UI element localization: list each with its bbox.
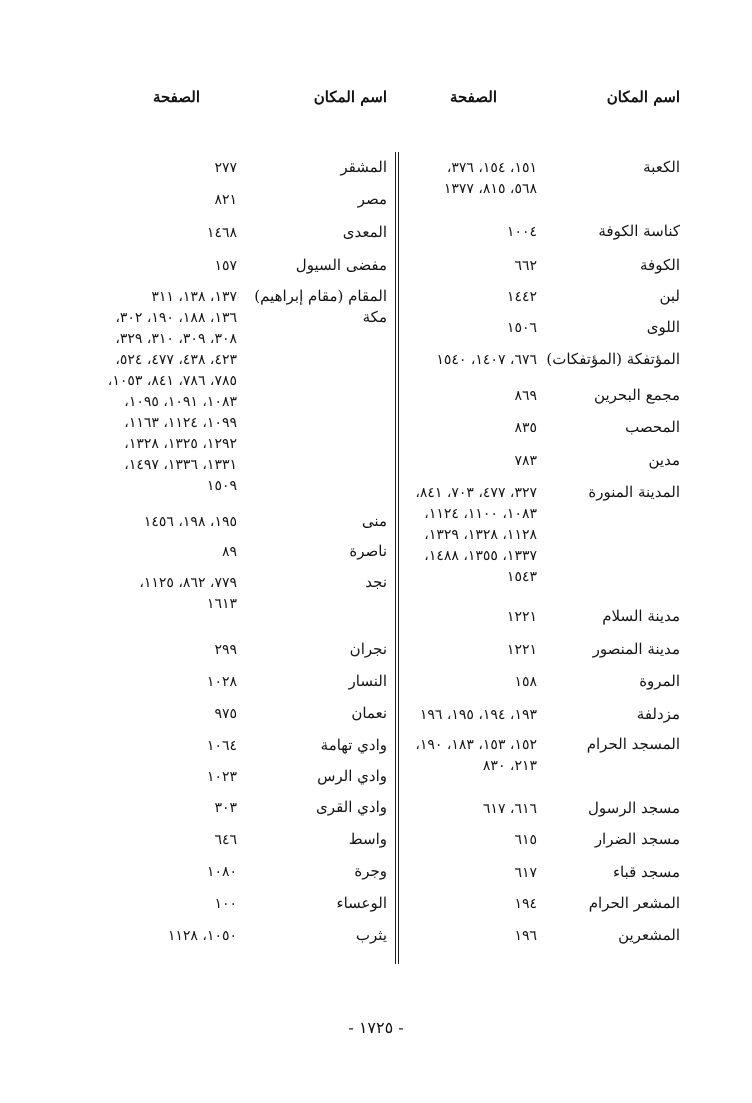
left-entry-page-refs: ٦٤٦ bbox=[214, 832, 237, 848]
left-entry-page-refs: ١٠٠ bbox=[214, 896, 237, 912]
left-entry-place-name: المشقر bbox=[340, 158, 387, 176]
left-entry-place-name: يثرب bbox=[355, 926, 387, 944]
header-right-place-name: اسم المكان bbox=[606, 88, 680, 106]
right-entry-place-name: مدينة المنصور bbox=[592, 640, 680, 658]
right-entry-place-name: مدين bbox=[648, 451, 680, 469]
left-entry-page-refs: ٤٢٣، ٤٣٨، ٤٧٧، ٥٢٤، bbox=[115, 352, 237, 368]
right-entry-page-refs: ١٣٣٧، ١٣٥٥، ١٤٨٨، bbox=[424, 548, 537, 564]
right-entry-place-name: المشعرين bbox=[618, 926, 680, 944]
left-entry-place-name: نجد bbox=[365, 573, 387, 591]
left-entry-page-refs: ٨٩ bbox=[221, 544, 237, 560]
right-entry-page-refs: ٨٣٥ bbox=[514, 420, 537, 436]
left-entry-place-name: وجرة bbox=[354, 862, 387, 880]
right-entry-place-name: مسجد قباء bbox=[612, 863, 680, 881]
right-entry-page-refs: ٦١٧ bbox=[514, 865, 537, 881]
right-entry-page-refs: ٦٦٢ bbox=[514, 258, 537, 274]
left-entry-page-refs: ١٥٠٩ bbox=[206, 478, 237, 494]
left-entry-place-name: نجران bbox=[349, 640, 387, 658]
page-number: - ١٧٢٥ - bbox=[348, 1018, 404, 1037]
left-entry-place-name: الوعساء bbox=[336, 894, 387, 912]
right-entry-page-refs: ٥٦٨، ٨١٥، ١٣٧٧ bbox=[443, 181, 537, 197]
left-entry-page-refs: ١٦١٣ bbox=[206, 596, 237, 612]
header-left-place-name: اسم المكان bbox=[313, 88, 387, 106]
right-entry-page-refs: ٦١٥ bbox=[514, 832, 537, 848]
column-divider bbox=[395, 152, 399, 964]
left-entry-place-name: وادي الرس bbox=[317, 767, 387, 785]
left-entry-page-refs: ٢٧٧ bbox=[214, 160, 237, 176]
right-entry-place-name: الكوفة bbox=[640, 256, 680, 274]
left-entry-page-refs: ٨٢١ bbox=[214, 192, 237, 208]
right-entry-page-refs: ٣٢٧، ٤٧٧، ٧٠٣، ٨٤١، bbox=[415, 485, 537, 501]
right-entry-page-refs: ١٥٠٦ bbox=[506, 320, 537, 336]
left-entry-page-refs: ١٣٦، ١٨٨، ١٩٠، ٣٠٢، bbox=[115, 310, 237, 326]
left-entry-place-name: نعمان bbox=[351, 704, 387, 722]
left-entry-place-name: وادي تهامة bbox=[320, 736, 387, 754]
right-entry-place-name: المحصب bbox=[625, 418, 680, 436]
left-entry-page-refs: ١٠٨٣، ١٠٩١، ١٠٩٥، bbox=[124, 394, 237, 410]
left-entry-page-refs: ١٢٩٢، ١٣٢٥، ١٣٢٨، bbox=[124, 436, 237, 452]
left-entry-page-refs: ١٠٥٠، ١١٢٨ bbox=[167, 928, 237, 944]
right-entry-place-name: مسجد الرسول bbox=[588, 799, 680, 817]
left-entry-place-name: ناصرة bbox=[349, 542, 387, 560]
header-left-page: الصفحة bbox=[152, 88, 200, 106]
left-entry-place-name: مفضى السيول bbox=[295, 256, 387, 274]
right-entry-page-refs: ٧٨٣ bbox=[514, 453, 537, 469]
left-entry-place-name: منى bbox=[361, 512, 387, 530]
right-entry-page-refs: ١٢٢١ bbox=[506, 642, 537, 658]
right-entry-page-refs: ١٤٤٢ bbox=[506, 289, 537, 305]
right-entry-place-name: اللوى bbox=[646, 318, 680, 336]
left-entry-place-name: واسط bbox=[348, 830, 387, 848]
left-entry-page-refs: ٣٠٣ bbox=[214, 800, 237, 816]
left-entry-page-refs: ٩٧٥ bbox=[214, 706, 237, 722]
right-entry-page-refs: ١٥٤٣ bbox=[506, 569, 537, 585]
right-entry-page-refs: ١٩٣، ١٩٤، ١٩٥، ١٩٦ bbox=[419, 707, 537, 723]
right-entry-place-name: المروة bbox=[639, 672, 680, 690]
left-entry-place-name: مصر bbox=[357, 190, 387, 208]
left-entry-place-name: النسار bbox=[348, 672, 387, 690]
right-entry-page-refs: ٨٦٩ bbox=[514, 388, 537, 404]
header-right-page: الصفحة bbox=[449, 88, 497, 106]
right-entry-place-name: المؤتفكة (المؤتفكات) bbox=[546, 350, 680, 368]
right-entry-page-refs: ١١٢٨، ١٣٢٨، ١٣٢٩، bbox=[424, 527, 537, 543]
left-entry-page-refs: ١٠٩٩، ١١٢٤، ١١٦٣، bbox=[124, 415, 237, 431]
left-entry-place-name: مكة bbox=[362, 308, 387, 326]
right-entry-page-refs: ٢١٣، ٨٣٠ bbox=[482, 758, 537, 774]
left-entry-page-refs: ١٠٨٠ bbox=[206, 864, 237, 880]
left-entry-page-refs: ٧٧٩، ٨٦٢، ١١٢٥، bbox=[139, 575, 237, 591]
right-entry-place-name: المشعر الحرام bbox=[588, 894, 680, 912]
right-entry-page-refs: ١٥٨ bbox=[514, 674, 537, 690]
left-entry-page-refs: ٣٠٨، ٣٠٩، ٣١٠، ٣٢٩، bbox=[115, 331, 237, 347]
left-entry-page-refs: ٧٨٥، ٧٨٦، ٨٤١، ١٠٥٣، bbox=[107, 373, 237, 389]
left-entry-page-refs: ١٣٣١، ١٣٣٦، ١٤٩٧، bbox=[124, 457, 237, 473]
right-entry-page-refs: ١٥١، ١٥٤، ٣٧٦، bbox=[446, 160, 537, 176]
right-entry-place-name: الكعبة bbox=[643, 158, 680, 176]
right-entry-place-name: المسجد الحرام bbox=[586, 735, 680, 753]
right-entry-page-refs: ١٠٠٤ bbox=[506, 224, 537, 240]
left-entry-page-refs: ١٩٥، ١٩٨، ١٤٥٦ bbox=[143, 514, 237, 530]
right-entry-page-refs: ١٢٢١ bbox=[506, 609, 537, 625]
left-entry-page-refs: ١٠٢٨ bbox=[206, 674, 237, 690]
right-entry-place-name: مسجد الضرار bbox=[594, 830, 680, 848]
right-entry-page-refs: ١٩٤ bbox=[514, 896, 537, 912]
right-entry-place-name: مزدلفة bbox=[636, 705, 680, 723]
right-entry-page-refs: ٦١٦، ٦١٧ bbox=[482, 801, 537, 817]
left-entry-page-refs: ١٠٦٤ bbox=[206, 738, 237, 754]
right-entry-place-name: لبن bbox=[659, 287, 680, 305]
left-entry-place-name: المعدى bbox=[342, 223, 387, 241]
left-entry-place-name: وادي القرى bbox=[316, 798, 387, 816]
left-entry-page-refs: ٢٩٩ bbox=[214, 642, 237, 658]
right-entry-page-refs: ١٠٨٣، ١١٠٠، ١١٢٤، bbox=[424, 506, 537, 522]
left-entry-page-refs: ١٤٦٨ bbox=[206, 225, 237, 241]
right-entry-place-name: مجمع البحرين bbox=[594, 386, 680, 404]
left-entry-page-refs: ١٠٢٣ bbox=[206, 769, 237, 785]
right-entry-place-name: مدينة السلام bbox=[602, 607, 680, 625]
left-entry-page-refs: ١٣٧، ١٣٨، ٣١١ bbox=[151, 289, 237, 305]
right-entry-place-name: المدينة المنورة bbox=[588, 483, 680, 501]
left-entry-place-name: المقام (مقام إبراهيم) bbox=[254, 287, 387, 305]
right-entry-page-refs: ١٥٢، ١٥٣، ١٨٣، ١٩٠، bbox=[415, 737, 537, 753]
left-entry-page-refs: ١٥٧ bbox=[214, 258, 237, 274]
right-entry-page-refs: ٦٧٦، ١٤٠٧، ١٥٤٠ bbox=[436, 352, 537, 368]
right-entry-place-name: كناسة الكوفة bbox=[598, 222, 680, 240]
right-entry-page-refs: ١٩٦ bbox=[514, 928, 537, 944]
